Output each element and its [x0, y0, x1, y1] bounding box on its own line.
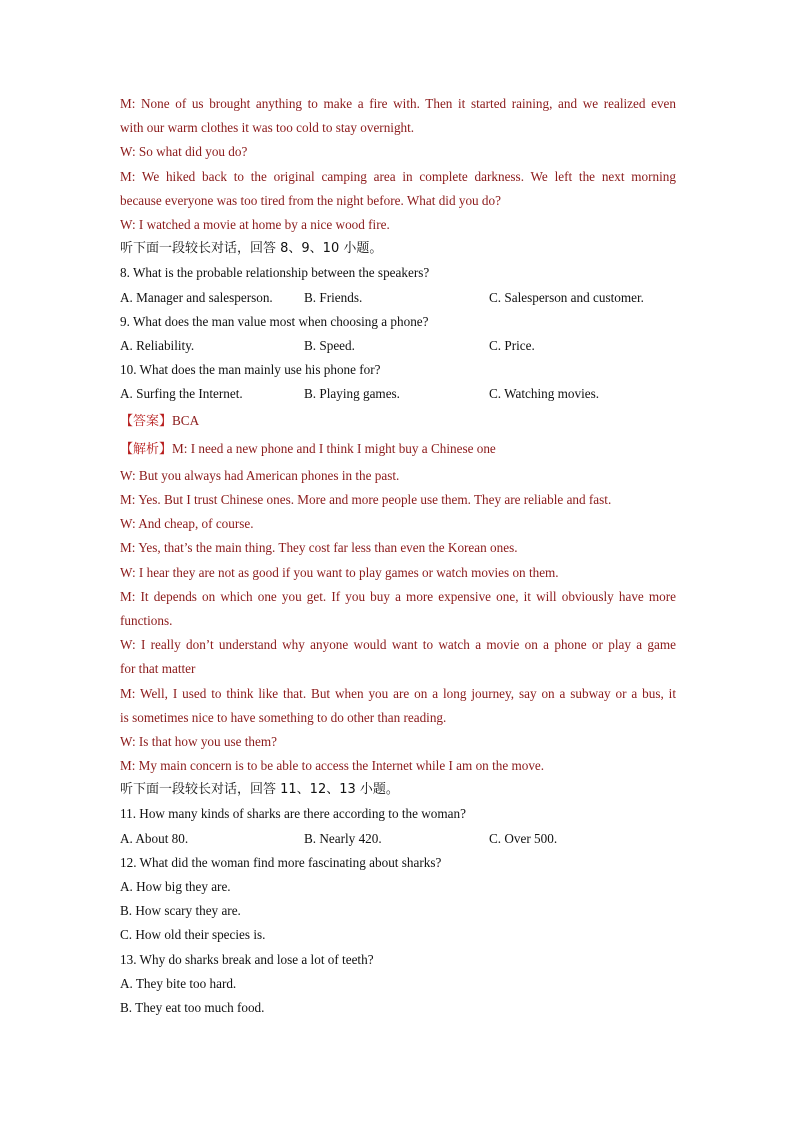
question-11: 11. How many kinds of sharks are there according to the woman?	[120, 806, 466, 822]
dialogue-line: W: So what did you do?	[120, 144, 248, 160]
option-a: A. They bite too hard.	[120, 975, 237, 991]
section-heading: 听下面一段较长对话，回答 11、12、13 小题。	[120, 782, 399, 798]
dialogue-line: M: Yes, that’s the main thing. They cost far less than even the Korean ones.	[120, 540, 518, 556]
question-9-options	[120, 334, 676, 358]
question-10-options	[120, 382, 676, 406]
dialogue-line: M: We hiked back to the original camping area in complete darkness. We left the next morning	[120, 168, 676, 184]
option-b: B. Speed.	[304, 337, 355, 353]
dialogue-line: W: I watched a movie at home by a nice wood fire.	[120, 216, 390, 232]
option-c: C. How old their species is.	[120, 927, 266, 943]
option-b: B. Nearly 420.	[304, 830, 382, 846]
option-c: C. Price.	[489, 337, 535, 353]
option-c: C. Salesperson and customer.	[489, 289, 644, 305]
question-12: 12. What did the woman find more fascinating about sharks?	[120, 854, 442, 870]
analysis-tag: 【解析】	[120, 441, 173, 457]
question-8-options	[120, 286, 676, 310]
option-b: B. How scary they are.	[120, 903, 241, 919]
option-a: A. Manager and salesperson.	[120, 289, 273, 305]
section-heading: 听下面一段较长对话，回答 8、9、10 小题。	[120, 241, 383, 257]
question-13: 13. Why do sharks break and lose a lot of teeth?	[120, 951, 374, 967]
answer-value: BCA	[172, 413, 200, 429]
dialogue-line: for that matter	[120, 661, 196, 677]
dialogue-line: M: None of us brought anything to make a fire with. Then it started raining, and we realized even	[120, 96, 676, 111]
dialogue-line: M: Well, I used to think like that. But when you are on a long journey, say on a subway or a bus, it	[120, 685, 676, 701]
option-b: B. Friends.	[304, 289, 363, 305]
answer-line	[120, 409, 676, 433]
dialogue-line: is sometimes nice to have something to do other than reading.	[120, 709, 447, 725]
option-c: C. Over 500.	[489, 830, 558, 846]
option-a: A. Surfing the Internet.	[120, 386, 243, 402]
question-8: 8. What is the probable relationship between the speakers?	[120, 265, 430, 281]
dialogue-line: with our warm clothes it was too cold to stay overnight.	[120, 120, 415, 136]
analysis-first-line: M: I need a new phone and I think I might buy a Chinese one	[172, 440, 496, 456]
dialogue-transcript-analysis	[120, 464, 676, 778]
option-a: A. How big they are.	[120, 879, 231, 894]
dialogue-line: W: I really don’t understand why anyone would want to watch a movie on a phone or play a game	[120, 637, 676, 653]
document-content	[120, 92, 676, 1020]
option-a: A. Reliability.	[120, 337, 195, 353]
dialogue-line: functions.	[120, 612, 173, 628]
dialogue-line: M: Yes. But I trust Chinese ones. More and more people use them. They are reliable and fast.	[120, 492, 612, 507]
dialogue-line: M: My main concern is to be able to access the Internet while I am on the move.	[120, 758, 545, 774]
dialogue-line: W: But you always had American phones in the past.	[120, 467, 400, 483]
dialogue-line: W: And cheap, of course.	[120, 516, 254, 532]
dialogue-line: W: I hear they are not as good if you want to play games or watch movies on them.	[120, 564, 559, 580]
option-b: B. Playing games.	[304, 386, 400, 402]
dialogue-line: because everyone was too tired from the night before. What did you do?	[120, 192, 501, 208]
option-a: A. About 80.	[120, 830, 189, 846]
dialogue-line: W: Is that how you use them?	[120, 733, 277, 749]
option-b: B. They eat too much food.	[120, 999, 265, 1015]
option-c: C. Watching movies.	[489, 386, 600, 402]
dialogue-line: M: It depends on which one you get. If you buy a more expensive one, it will obviously have more	[120, 588, 676, 604]
question-9: 9. What does the man value most when choosing a phone?	[120, 313, 429, 329]
question-11-options	[120, 827, 676, 851]
dialogue-transcript-top	[120, 92, 676, 237]
question-10: 10. What does the man mainly use his phone for?	[120, 362, 381, 378]
answer-tag: 【答案】	[120, 414, 173, 430]
analysis-line	[120, 437, 676, 461]
